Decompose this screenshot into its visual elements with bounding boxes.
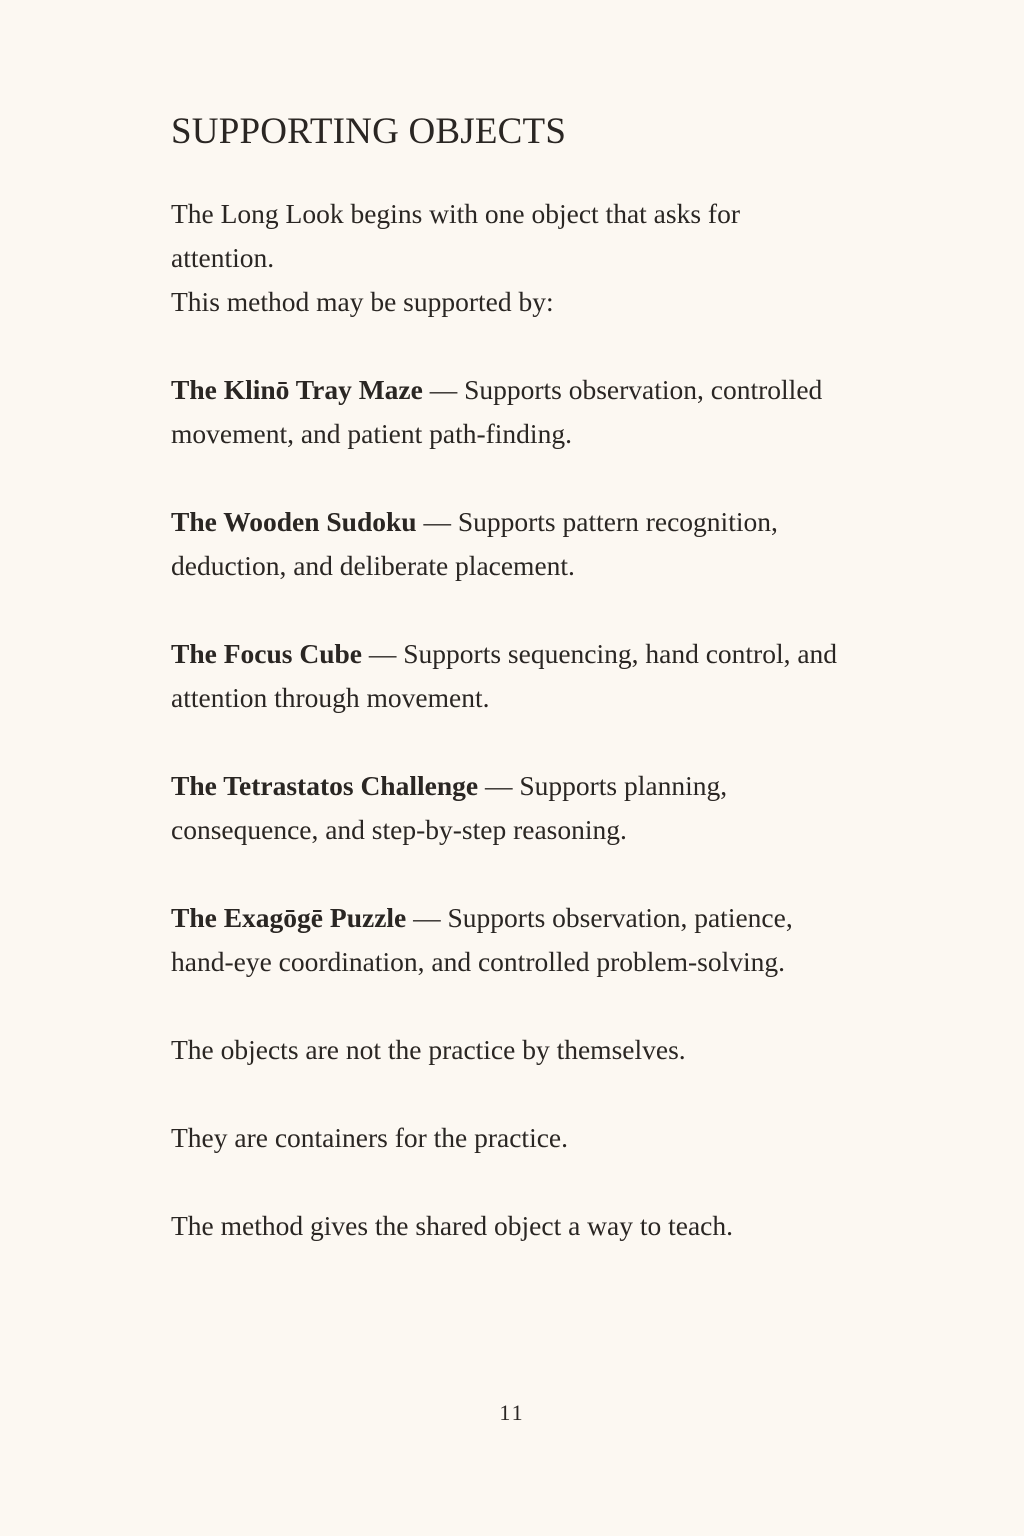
intro-line-1: The Long Look begins with one object that asks for attention. [171,198,740,273]
object-description: Supports pattern recognition, deduction, and deliberate placement. [171,506,778,581]
object-separator: — [478,770,520,801]
object-name: The Tetrastatos Challenge [171,770,479,801]
object-item [171,632,861,720]
object-name: The Exagōgē Puzzle [171,902,407,933]
page-number: 11 [499,1400,525,1425]
closing-line: They are containers for the practice. [171,1122,569,1153]
object-description: Supports observation, controlled movement, and patient path-finding. [171,374,823,449]
object-separator: — [422,374,465,405]
object-item [171,500,861,588]
object-separator: — [406,902,448,933]
object-name: The Wooden Sudoku [171,506,417,537]
object-description: Supports sequencing, hand control, and attention through movement. [171,638,838,713]
object-separator: — [362,638,404,669]
object-name: The Klinō Tray Maze [171,374,423,405]
section-heading: SUPPORTING OBJECTS [171,111,567,152]
closing-line: The method gives the shared object a way to teach. [171,1210,734,1241]
object-name: The Focus Cube [171,638,362,669]
object-item [171,764,861,852]
object-description: Supports planning, consequence, and step-by-step reasoning. [171,770,728,845]
intro-line-2: This method may be supported by: [171,286,554,317]
object-item [171,896,861,984]
object-item [171,368,861,456]
object-description: Supports observation, patience, hand-eye coordination, and controlled problem-solving. [171,902,793,977]
closing-line: The objects are not the practice by themselves. [171,1034,686,1065]
object-separator: — [416,506,458,537]
intro-paragraph [171,192,771,324]
